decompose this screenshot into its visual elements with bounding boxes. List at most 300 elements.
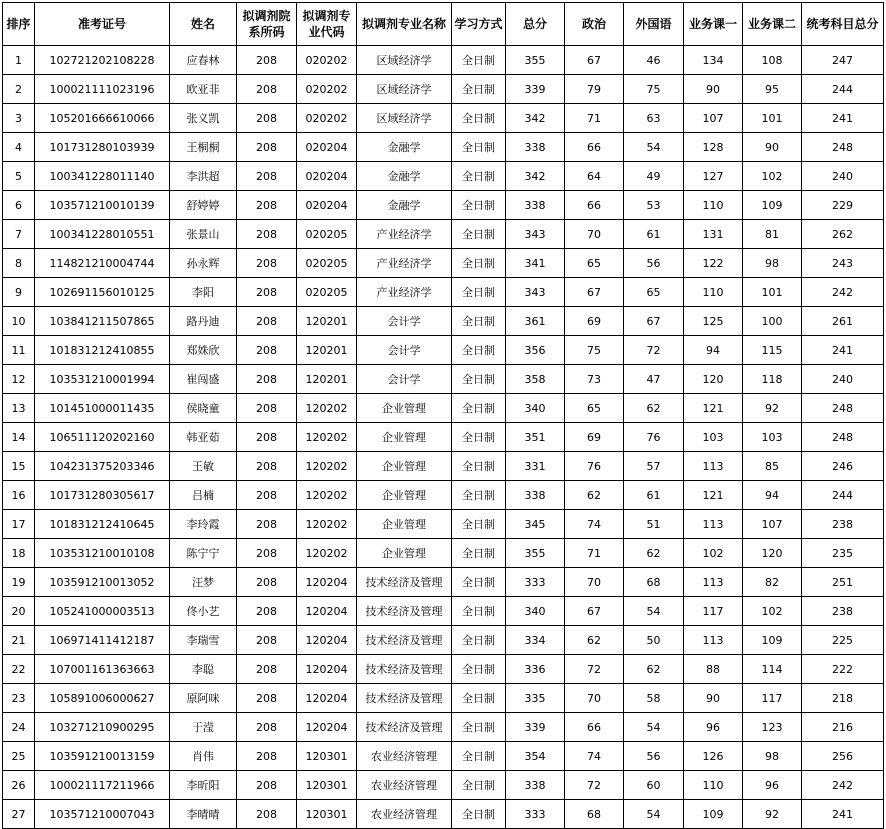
major-name-cell: 金融学: [357, 191, 452, 220]
politics-cell: 75: [565, 336, 624, 365]
name-cell: 汪梦: [170, 568, 237, 597]
unified-total-cell: 244: [802, 75, 884, 104]
table-row: [3, 568, 884, 597]
course-two-cell: 92: [743, 800, 802, 829]
header-department-code: 拟调剂院系所码: [237, 3, 297, 46]
course-one-cell: 96: [684, 713, 743, 742]
name-cell: 李晴晴: [170, 800, 237, 829]
course-one-cell: 94: [684, 336, 743, 365]
study-mode-cell: 全日制: [452, 394, 506, 423]
total-score-cell: 342: [506, 162, 565, 191]
exam-number-cell: 103271210900295: [35, 713, 170, 742]
exam-number-cell: 103571210010139: [35, 191, 170, 220]
name-cell: 李阳: [170, 278, 237, 307]
header-course-one: 业务课一: [684, 3, 743, 46]
unified-total-cell: 222: [802, 655, 884, 684]
politics-cell: 68: [565, 800, 624, 829]
department-code-cell: 208: [237, 771, 297, 800]
exam-number-cell: 107001161363663: [35, 655, 170, 684]
rank-cell: 25: [3, 742, 35, 771]
major-code-cell: 020202: [297, 75, 357, 104]
name-cell: 路丹迪: [170, 307, 237, 336]
unified-total-cell: 262: [802, 220, 884, 249]
unified-total-cell: 235: [802, 539, 884, 568]
unified-total-cell: 256: [802, 742, 884, 771]
header-major-code: 拟调剂专业代码: [297, 3, 357, 46]
course-one-cell: 126: [684, 742, 743, 771]
politics-cell: 71: [565, 104, 624, 133]
exam-number-cell: 105241000003513: [35, 597, 170, 626]
foreign-language-cell: 75: [624, 75, 684, 104]
name-cell: 张义凯: [170, 104, 237, 133]
department-code-cell: 208: [237, 568, 297, 597]
table-row: [3, 626, 884, 655]
major-name-cell: 技术经济及管理: [357, 568, 452, 597]
department-code-cell: 208: [237, 423, 297, 452]
study-mode-cell: 全日制: [452, 191, 506, 220]
major-code-cell: 120204: [297, 655, 357, 684]
total-score-cell: 342: [506, 104, 565, 133]
table-header-row: [3, 3, 884, 46]
name-cell: 李聪: [170, 655, 237, 684]
total-score-cell: 338: [506, 133, 565, 162]
major-name-cell: 企业管理: [357, 510, 452, 539]
header-study-mode: 学习方式: [452, 3, 506, 46]
major-name-cell: 金融学: [357, 162, 452, 191]
department-code-cell: 208: [237, 307, 297, 336]
foreign-language-cell: 72: [624, 336, 684, 365]
unified-total-cell: 240: [802, 365, 884, 394]
department-code-cell: 208: [237, 249, 297, 278]
major-code-cell: 120301: [297, 771, 357, 800]
major-name-cell: 产业经济学: [357, 249, 452, 278]
course-two-cell: 100: [743, 307, 802, 336]
foreign-language-cell: 61: [624, 481, 684, 510]
course-two-cell: 118: [743, 365, 802, 394]
department-code-cell: 208: [237, 684, 297, 713]
exam-number-cell: 102691156010125: [35, 278, 170, 307]
foreign-language-cell: 54: [624, 713, 684, 742]
foreign-language-cell: 76: [624, 423, 684, 452]
exam-number-cell: 105201666610066: [35, 104, 170, 133]
major-code-cell: 120201: [297, 336, 357, 365]
course-one-cell: 110: [684, 771, 743, 800]
study-mode-cell: 全日制: [452, 162, 506, 191]
major-code-cell: 120204: [297, 568, 357, 597]
department-code-cell: 208: [237, 220, 297, 249]
study-mode-cell: 全日制: [452, 365, 506, 394]
unified-total-cell: 261: [802, 307, 884, 336]
unified-total-cell: 238: [802, 510, 884, 539]
rank-cell: 22: [3, 655, 35, 684]
foreign-language-cell: 57: [624, 452, 684, 481]
name-cell: 肖伟: [170, 742, 237, 771]
name-cell: 吕楠: [170, 481, 237, 510]
header-foreign-language: 外国语: [624, 3, 684, 46]
rank-cell: 8: [3, 249, 35, 278]
total-score-cell: 358: [506, 365, 565, 394]
major-name-cell: 企业管理: [357, 394, 452, 423]
course-one-cell: 125: [684, 307, 743, 336]
name-cell: 于滢: [170, 713, 237, 742]
total-score-cell: 339: [506, 713, 565, 742]
major-name-cell: 农业经济管理: [357, 771, 452, 800]
total-score-cell: 338: [506, 771, 565, 800]
foreign-language-cell: 60: [624, 771, 684, 800]
course-one-cell: 113: [684, 626, 743, 655]
unified-total-cell: 248: [802, 133, 884, 162]
name-cell: 佟小艺: [170, 597, 237, 626]
unified-total-cell: 242: [802, 278, 884, 307]
foreign-language-cell: 58: [624, 684, 684, 713]
unified-total-cell: 241: [802, 336, 884, 365]
foreign-language-cell: 50: [624, 626, 684, 655]
exam-number-cell: 101451000011435: [35, 394, 170, 423]
foreign-language-cell: 62: [624, 539, 684, 568]
major-name-cell: 企业管理: [357, 452, 452, 481]
course-one-cell: 110: [684, 278, 743, 307]
total-score-cell: 361: [506, 307, 565, 336]
major-name-cell: 企业管理: [357, 539, 452, 568]
unified-total-cell: 241: [802, 104, 884, 133]
name-cell: 王桐桐: [170, 133, 237, 162]
course-one-cell: 113: [684, 568, 743, 597]
politics-cell: 67: [565, 597, 624, 626]
foreign-language-cell: 56: [624, 742, 684, 771]
course-one-cell: 113: [684, 510, 743, 539]
major-code-cell: 120202: [297, 394, 357, 423]
course-one-cell: 134: [684, 46, 743, 75]
politics-cell: 65: [565, 249, 624, 278]
foreign-language-cell: 68: [624, 568, 684, 597]
politics-cell: 66: [565, 713, 624, 742]
major-name-cell: 区域经济学: [357, 75, 452, 104]
table-row: [3, 191, 884, 220]
course-one-cell: 122: [684, 249, 743, 278]
header-total-score: 总分: [506, 3, 565, 46]
total-score-cell: 343: [506, 278, 565, 307]
unified-total-cell: 241: [802, 800, 884, 829]
study-mode-cell: 全日制: [452, 684, 506, 713]
rank-cell: 10: [3, 307, 35, 336]
course-two-cell: 102: [743, 597, 802, 626]
major-code-cell: 120202: [297, 452, 357, 481]
foreign-language-cell: 54: [624, 133, 684, 162]
exam-number-cell: 106511120202160: [35, 423, 170, 452]
total-score-cell: 335: [506, 684, 565, 713]
course-one-cell: 107: [684, 104, 743, 133]
table-row: [3, 336, 884, 365]
rank-cell: 11: [3, 336, 35, 365]
table-row: [3, 104, 884, 133]
major-name-cell: 技术经济及管理: [357, 597, 452, 626]
table-row: [3, 742, 884, 771]
study-mode-cell: 全日制: [452, 336, 506, 365]
major-name-cell: 会计学: [357, 307, 452, 336]
major-name-cell: 会计学: [357, 336, 452, 365]
major-name-cell: 企业管理: [357, 423, 452, 452]
unified-total-cell: 244: [802, 481, 884, 510]
study-mode-cell: 全日制: [452, 104, 506, 133]
total-score-cell: 355: [506, 539, 565, 568]
total-score-cell: 355: [506, 46, 565, 75]
course-one-cell: 110: [684, 191, 743, 220]
table-row: [3, 278, 884, 307]
major-code-cell: 120201: [297, 307, 357, 336]
major-code-cell: 020204: [297, 191, 357, 220]
unified-total-cell: 243: [802, 249, 884, 278]
foreign-language-cell: 62: [624, 394, 684, 423]
major-name-cell: 技术经济及管理: [357, 626, 452, 655]
study-mode-cell: 全日制: [452, 568, 506, 597]
total-score-cell: 339: [506, 75, 565, 104]
major-name-cell: 技术经济及管理: [357, 655, 452, 684]
exam-number-cell: 104231375203346: [35, 452, 170, 481]
department-code-cell: 208: [237, 713, 297, 742]
politics-cell: 64: [565, 162, 624, 191]
major-name-cell: 技术经济及管理: [357, 684, 452, 713]
table-body: [3, 46, 884, 829]
table-row: [3, 220, 884, 249]
unified-total-cell: 248: [802, 423, 884, 452]
department-code-cell: 208: [237, 539, 297, 568]
foreign-language-cell: 46: [624, 46, 684, 75]
table-row: [3, 452, 884, 481]
unified-total-cell: 246: [802, 452, 884, 481]
course-two-cell: 92: [743, 394, 802, 423]
name-cell: 侯晓童: [170, 394, 237, 423]
exam-number-cell: 114821210004744: [35, 249, 170, 278]
course-two-cell: 95: [743, 75, 802, 104]
name-cell: 崔闯盛: [170, 365, 237, 394]
rank-cell: 5: [3, 162, 35, 191]
foreign-language-cell: 67: [624, 307, 684, 336]
table-row: [3, 46, 884, 75]
table-row: [3, 423, 884, 452]
exam-number-cell: 103591210013159: [35, 742, 170, 771]
course-two-cell: 102: [743, 162, 802, 191]
study-mode-cell: 全日制: [452, 771, 506, 800]
exam-number-cell: 103841211507865: [35, 307, 170, 336]
department-code-cell: 208: [237, 510, 297, 539]
header-exam-number: 准考证号: [35, 3, 170, 46]
table-row: [3, 365, 884, 394]
course-one-cell: 103: [684, 423, 743, 452]
politics-cell: 74: [565, 742, 624, 771]
name-cell: 孙永辉: [170, 249, 237, 278]
transfer-admission-table: [2, 2, 884, 829]
course-two-cell: 81: [743, 220, 802, 249]
table-row: [3, 713, 884, 742]
politics-cell: 62: [565, 626, 624, 655]
unified-total-cell: 247: [802, 46, 884, 75]
exam-number-cell: 103531210010108: [35, 539, 170, 568]
rank-cell: 14: [3, 423, 35, 452]
course-two-cell: 123: [743, 713, 802, 742]
department-code-cell: 208: [237, 75, 297, 104]
rank-cell: 15: [3, 452, 35, 481]
course-two-cell: 82: [743, 568, 802, 597]
major-code-cell: 120301: [297, 742, 357, 771]
study-mode-cell: 全日制: [452, 800, 506, 829]
rank-cell: 23: [3, 684, 35, 713]
major-name-cell: 金融学: [357, 133, 452, 162]
course-two-cell: 120: [743, 539, 802, 568]
department-code-cell: 208: [237, 394, 297, 423]
name-cell: 李洪超: [170, 162, 237, 191]
course-one-cell: 131: [684, 220, 743, 249]
politics-cell: 74: [565, 510, 624, 539]
study-mode-cell: 全日制: [452, 539, 506, 568]
foreign-language-cell: 54: [624, 597, 684, 626]
politics-cell: 67: [565, 278, 624, 307]
major-code-cell: 020202: [297, 104, 357, 133]
course-two-cell: 109: [743, 191, 802, 220]
rank-cell: 7: [3, 220, 35, 249]
department-code-cell: 208: [237, 162, 297, 191]
study-mode-cell: 全日制: [452, 133, 506, 162]
study-mode-cell: 全日制: [452, 626, 506, 655]
rank-cell: 1: [3, 46, 35, 75]
politics-cell: 66: [565, 133, 624, 162]
department-code-cell: 208: [237, 800, 297, 829]
politics-cell: 72: [565, 655, 624, 684]
total-score-cell: 333: [506, 800, 565, 829]
study-mode-cell: 全日制: [452, 481, 506, 510]
rank-cell: 16: [3, 481, 35, 510]
politics-cell: 76: [565, 452, 624, 481]
unified-total-cell: 248: [802, 394, 884, 423]
major-name-cell: 企业管理: [357, 481, 452, 510]
study-mode-cell: 全日制: [452, 220, 506, 249]
exam-number-cell: 101731280305617: [35, 481, 170, 510]
major-code-cell: 020205: [297, 220, 357, 249]
course-two-cell: 101: [743, 104, 802, 133]
table-row: [3, 655, 884, 684]
department-code-cell: 208: [237, 278, 297, 307]
table-row: [3, 162, 884, 191]
foreign-language-cell: 63: [624, 104, 684, 133]
unified-total-cell: 225: [802, 626, 884, 655]
major-code-cell: 020202: [297, 46, 357, 75]
major-code-cell: 120204: [297, 713, 357, 742]
course-two-cell: 114: [743, 655, 802, 684]
study-mode-cell: 全日制: [452, 510, 506, 539]
course-two-cell: 96: [743, 771, 802, 800]
header-course-two: 业务课二: [743, 3, 802, 46]
politics-cell: 72: [565, 771, 624, 800]
course-two-cell: 108: [743, 46, 802, 75]
major-name-cell: 农业经济管理: [357, 800, 452, 829]
name-cell: 原阿咪: [170, 684, 237, 713]
total-score-cell: 351: [506, 423, 565, 452]
name-cell: 李瑞雪: [170, 626, 237, 655]
table-row: [3, 75, 884, 104]
exam-number-cell: 101831212410645: [35, 510, 170, 539]
politics-cell: 70: [565, 684, 624, 713]
name-cell: 张景山: [170, 220, 237, 249]
total-score-cell: 341: [506, 249, 565, 278]
course-two-cell: 101: [743, 278, 802, 307]
study-mode-cell: 全日制: [452, 249, 506, 278]
major-code-cell: 120204: [297, 684, 357, 713]
course-one-cell: 127: [684, 162, 743, 191]
header-name: 姓名: [170, 3, 237, 46]
foreign-language-cell: 61: [624, 220, 684, 249]
table-row: [3, 394, 884, 423]
major-name-cell: 产业经济学: [357, 220, 452, 249]
foreign-language-cell: 51: [624, 510, 684, 539]
major-code-cell: 120202: [297, 423, 357, 452]
politics-cell: 65: [565, 394, 624, 423]
major-code-cell: 120204: [297, 626, 357, 655]
name-cell: 应春林: [170, 46, 237, 75]
rank-cell: 12: [3, 365, 35, 394]
politics-cell: 73: [565, 365, 624, 394]
exam-number-cell: 106971411412187: [35, 626, 170, 655]
major-code-cell: 020204: [297, 133, 357, 162]
rank-cell: 27: [3, 800, 35, 829]
foreign-language-cell: 62: [624, 655, 684, 684]
department-code-cell: 208: [237, 452, 297, 481]
course-one-cell: 117: [684, 597, 743, 626]
course-one-cell: 128: [684, 133, 743, 162]
politics-cell: 62: [565, 481, 624, 510]
header-politics: 政治: [565, 3, 624, 46]
total-score-cell: 333: [506, 568, 565, 597]
major-code-cell: 120201: [297, 365, 357, 394]
study-mode-cell: 全日制: [452, 278, 506, 307]
exam-number-cell: 103571210007043: [35, 800, 170, 829]
exam-number-cell: 101831212410855: [35, 336, 170, 365]
course-two-cell: 103: [743, 423, 802, 452]
header-unified-total: 统考科目总分: [802, 3, 884, 46]
unified-total-cell: 216: [802, 713, 884, 742]
course-one-cell: 102: [684, 539, 743, 568]
course-two-cell: 85: [743, 452, 802, 481]
course-one-cell: 121: [684, 394, 743, 423]
total-score-cell: 340: [506, 597, 565, 626]
study-mode-cell: 全日制: [452, 597, 506, 626]
study-mode-cell: 全日制: [452, 713, 506, 742]
table-row: [3, 771, 884, 800]
course-two-cell: 107: [743, 510, 802, 539]
rank-cell: 24: [3, 713, 35, 742]
study-mode-cell: 全日制: [452, 655, 506, 684]
unified-total-cell: 242: [802, 771, 884, 800]
name-cell: 李昕阳: [170, 771, 237, 800]
rank-cell: 13: [3, 394, 35, 423]
table-row: [3, 800, 884, 829]
total-score-cell: 356: [506, 336, 565, 365]
name-cell: 韩亚茹: [170, 423, 237, 452]
department-code-cell: 208: [237, 626, 297, 655]
name-cell: 郑姝欣: [170, 336, 237, 365]
total-score-cell: 354: [506, 742, 565, 771]
header-rank: 排序: [3, 3, 35, 46]
politics-cell: 67: [565, 46, 624, 75]
major-name-cell: 区域经济学: [357, 46, 452, 75]
course-one-cell: 109: [684, 800, 743, 829]
table-row: [3, 684, 884, 713]
study-mode-cell: 全日制: [452, 423, 506, 452]
course-two-cell: 109: [743, 626, 802, 655]
major-name-cell: 农业经济管理: [357, 742, 452, 771]
department-code-cell: 208: [237, 191, 297, 220]
table-row: [3, 597, 884, 626]
politics-cell: 69: [565, 307, 624, 336]
exam-number-cell: 103531210001994: [35, 365, 170, 394]
